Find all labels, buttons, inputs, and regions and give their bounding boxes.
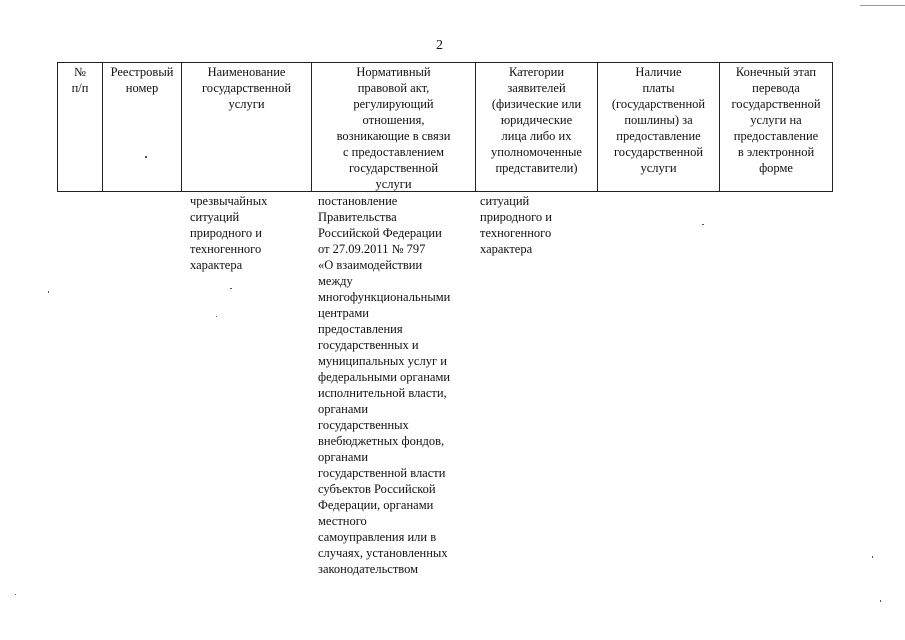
header-number: № п/п — [58, 63, 103, 191]
page-number: 2 — [436, 38, 443, 53]
cell-applicant-categories: ситуаций природного и техногенного характера — [480, 194, 552, 256]
scan-speck — [216, 316, 217, 317]
header-registry-number: Реестровый номер — [103, 63, 182, 191]
scan-speck — [702, 224, 704, 225]
scan-speck — [145, 156, 147, 158]
scan-speck — [880, 600, 881, 602]
header-final-stage: Конечный этап перевода государственной услуги на предоставление в электронной форме — [731, 65, 821, 175]
scan-speck — [48, 291, 49, 293]
cell-legal-act: постановление Правительства Российской Федерации от 27.09.2011 № 797 «О взаимодействии между многофункциональными центрами предоставления государственных и муниципальных услуг и федеральными органами исполнительной власти, органами государственных внебюджетных фондов, органами государственной власти субъектов Российской Федерации, органами местного самоуправления или в случаях, установленных законодательством — [318, 194, 451, 576]
header-legal-act: Нормативный правовой акт, регулирующий отношения, возникающие в связи с предоставлением государственной услуги — [312, 63, 476, 191]
services-table-header — [57, 62, 833, 192]
header-service-name: Наименование государственной услуги — [182, 63, 312, 191]
scan-speck — [15, 594, 16, 595]
header-fee: Наличие платы (государственной пошлины) за предоставление государственной услуги — [598, 63, 720, 191]
scan-speck — [230, 288, 232, 289]
scan-edge-line — [860, 5, 905, 6]
cell-service-name: чрезвычайных ситуаций природного и техногенного характера — [190, 194, 268, 272]
header-applicant-categories: Категории заявителей (физические или юридические лица либо их уполномоченные представители) — [476, 63, 598, 191]
scan-speck — [872, 556, 873, 558]
